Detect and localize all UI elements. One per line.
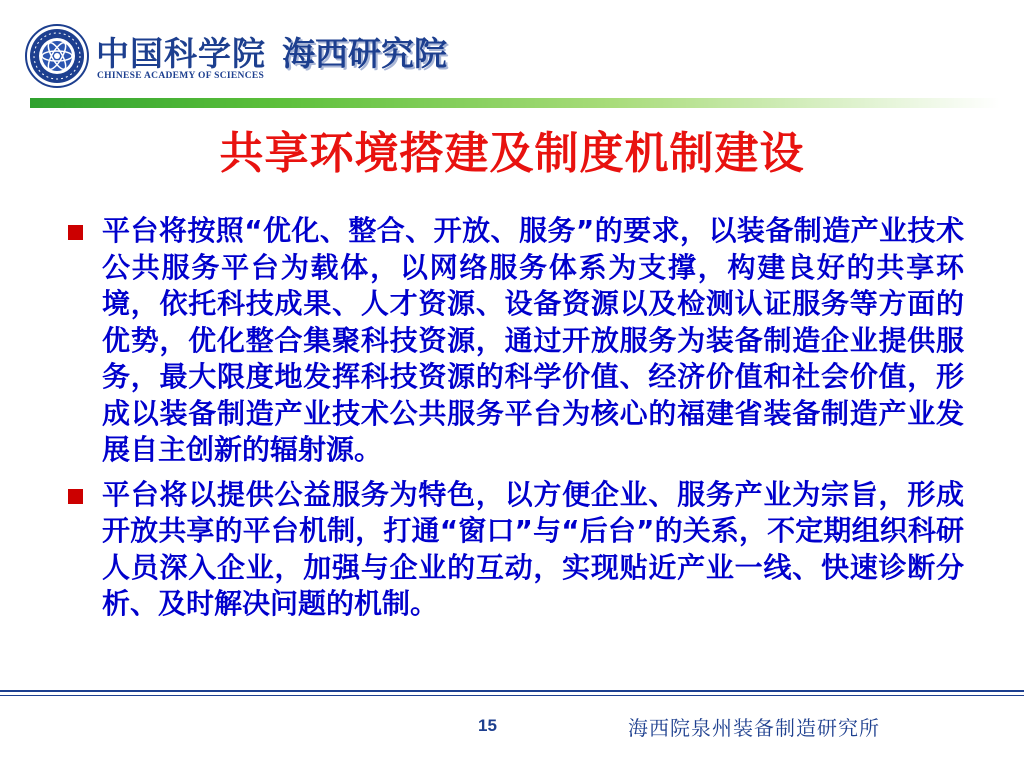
institute-name: 海西研究院: [282, 34, 447, 73]
square-bullet-icon: [68, 489, 83, 504]
footer-divider: [0, 690, 1024, 696]
cas-name-cn: 中国科学院: [96, 34, 266, 73]
bullet-item: [64, 477, 964, 623]
page-number: 15: [478, 716, 497, 735]
square-bullet-icon: [68, 225, 83, 240]
cas-emblem-icon: [25, 24, 89, 88]
bullet-list: [64, 213, 964, 631]
bullet-item: [64, 213, 964, 469]
slide-title: 共享环境搭建及制度机制建设: [219, 128, 805, 179]
header-divider: [30, 98, 1000, 108]
bullet-text: 平台将按照“优化、整合、开放、服务”的要求，以装备制造产业技术公共服务平台为载体，以网络服务体系为支撑，构建良好的共享环境，依托科技成果、人才资源、设备资源以及检测认证服务等方面的优势，优化整合集聚科技资源，通过开放服务为装备制造企业提供服务，最大限度地发挥科技资源的科学价值、经济价值和社会价值，形成以装备制造产业技术公共服务平台为核心的福建省装备制造产业发展自主创新的辐射源。: [102, 214, 964, 466]
cas-name-en: CHINESE ACADEMY OF SCIENCES: [97, 71, 265, 81]
bullet-text: 平台将以提供公益服务为特色，以方便企业、服务产业为宗旨，形成开放共享的平台机制，打通“窗口”与“后台”的关系，不定期组织科研人员深入企业，加强与企业的互动，实现贴近产业一线、快速诊断分析、及时解决问题的机制。: [102, 477, 964, 620]
footer-institute-name: 海西院泉州装备制造研究所: [628, 716, 880, 740]
